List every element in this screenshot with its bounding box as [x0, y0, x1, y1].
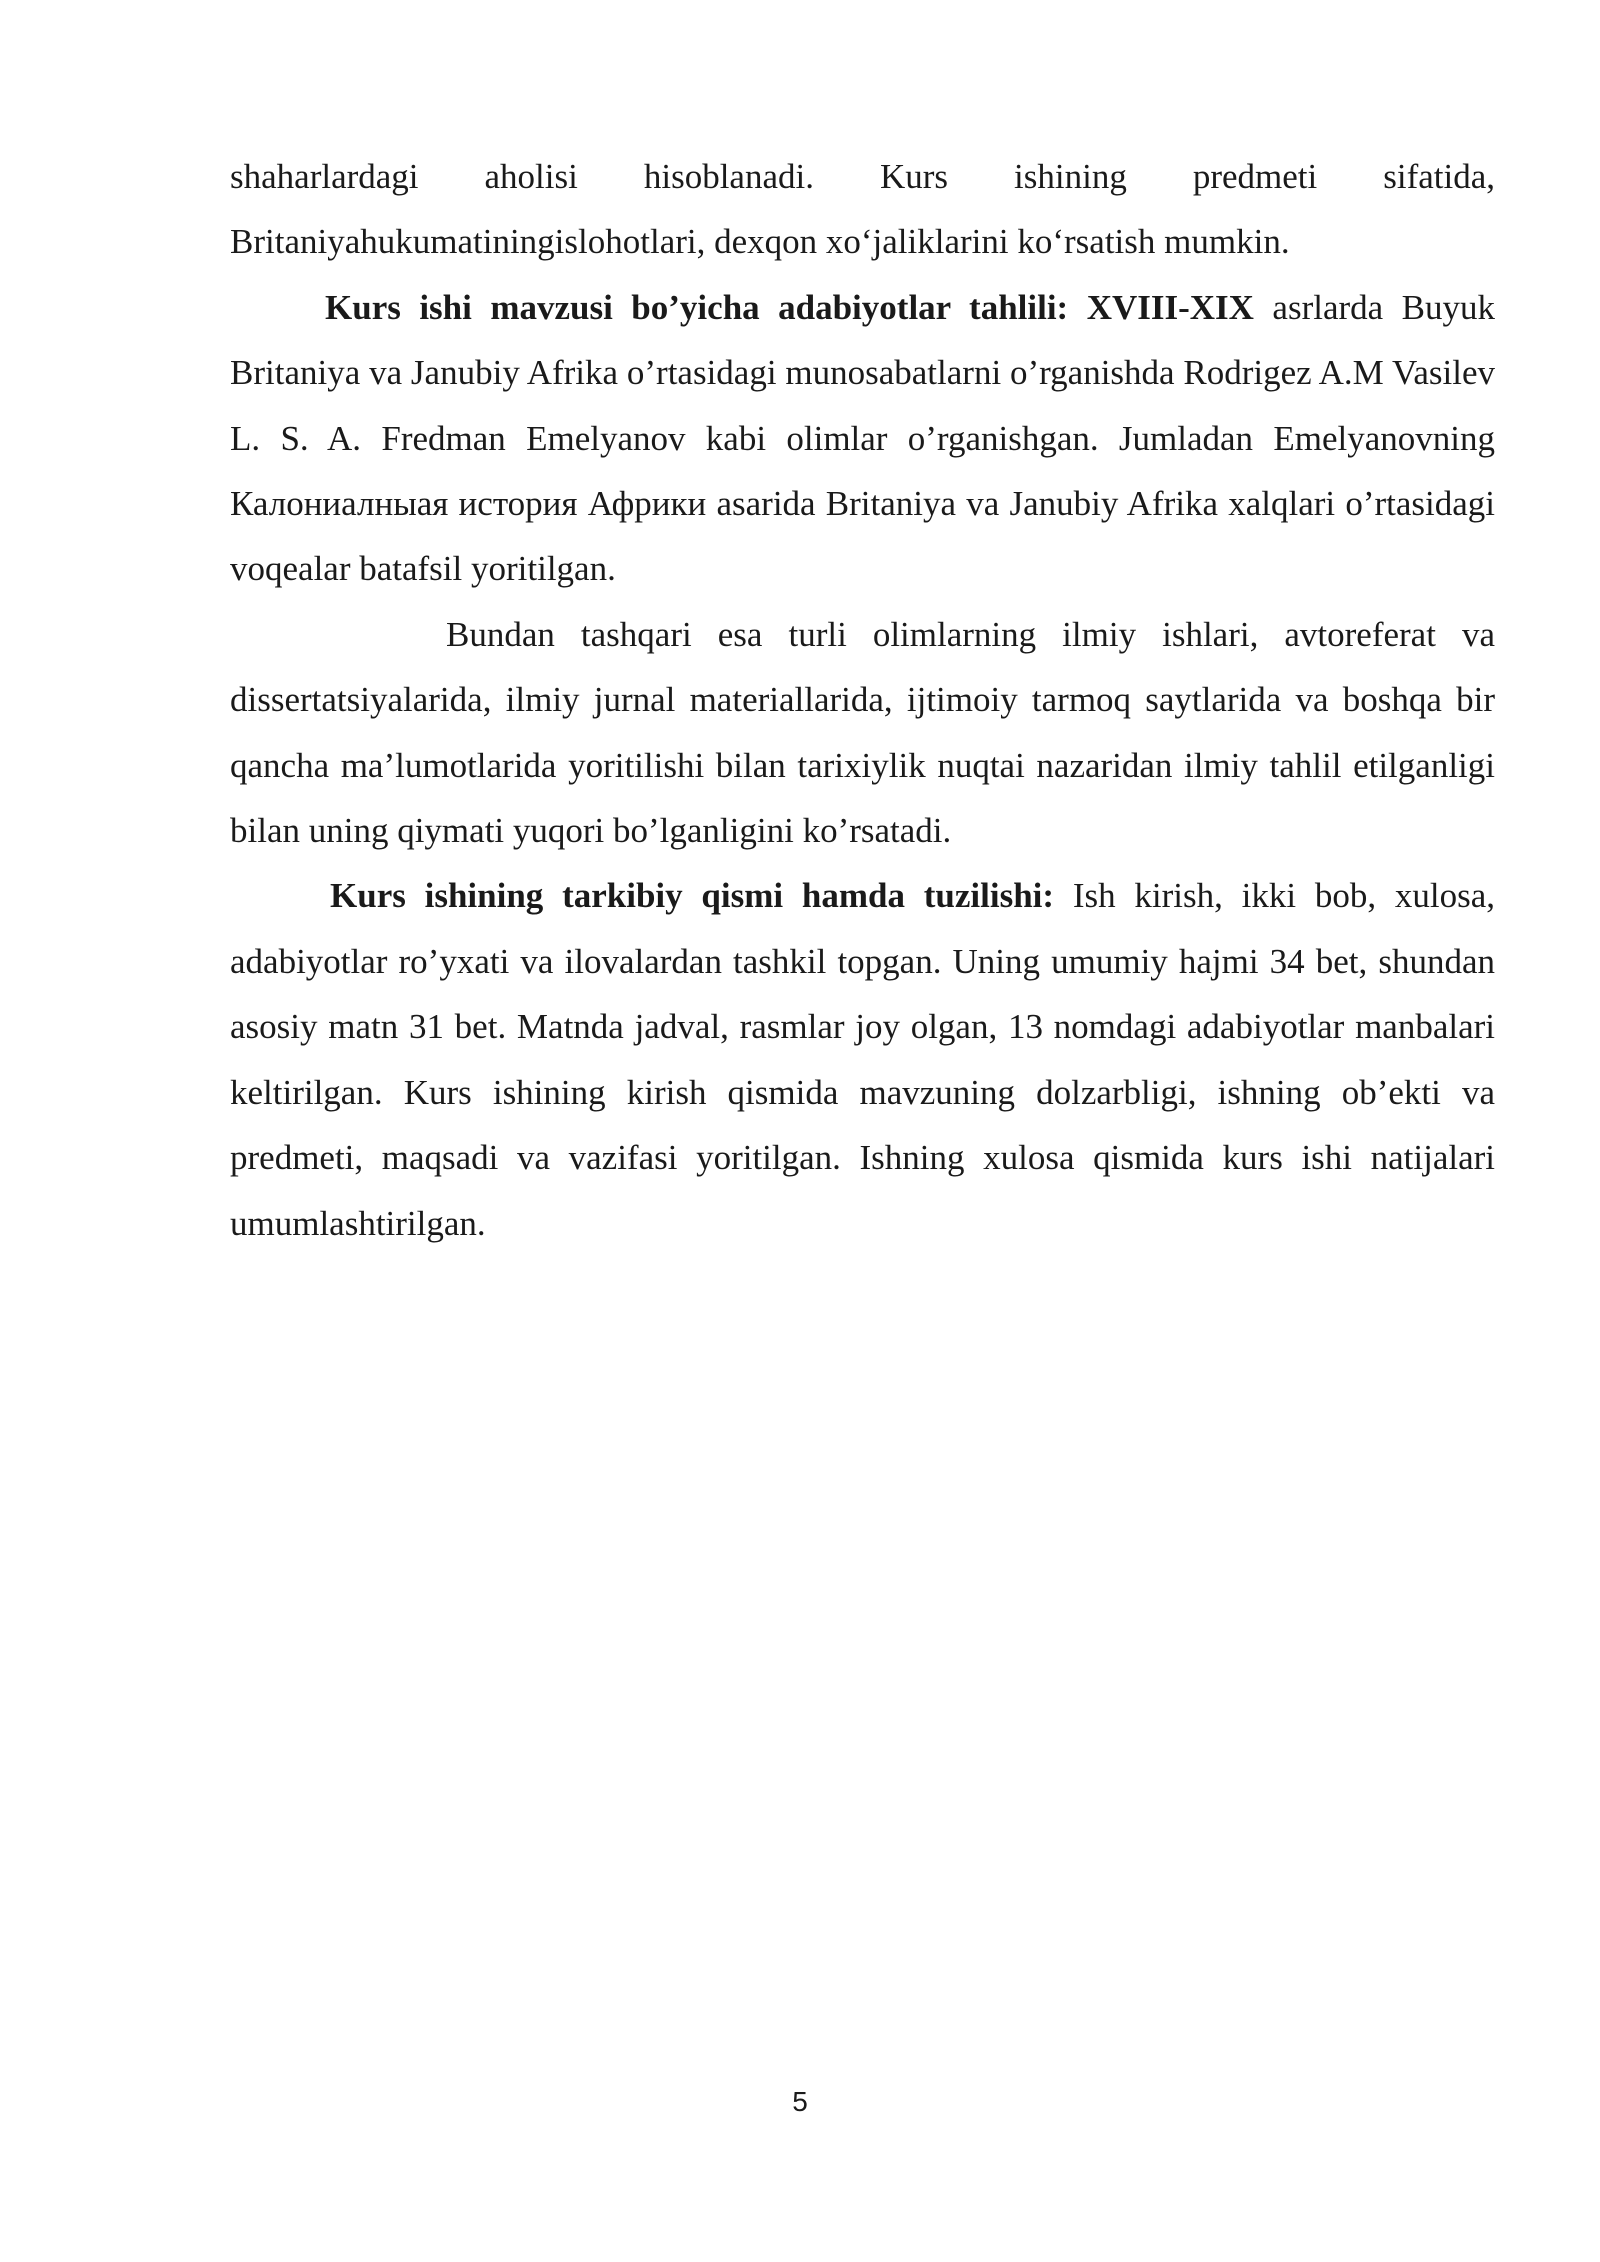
paragraph-4-heading: Kurs ishining tarkibiy qismi hamda tuzilishi: — [330, 876, 1055, 916]
paragraph-4 — [230, 863, 1495, 1255]
page-number: 5 — [792, 2086, 808, 2117]
paragraph-1 — [230, 144, 1495, 275]
paragraph-3 — [230, 602, 1495, 864]
paragraph-2-text: asrlarda Buyuk Britaniya va Janubiy Afrika o’rtasidagi munosabatlarni o’rganishda Rodrigez A.M Vasilev L. S. A. Fredman Emelyanov kabi olimlar o’rganishgan. Jumladan Emelyanovning Калониалныая история Африки asarida Britaniya va Janubiy Afrika xalqlari o’rtasidagi voqealar batafsil yoritilgan. — [230, 287, 1495, 589]
paragraph-3-text: Bundan tashqari esa turli olimlarning ilmiy ishlari, avtoreferat va dissertatsiyalarida, ilmiy jurnal materiallarida, ijtimoiy tarmoq saytlarida va boshqa bir qancha ma’lumotlarida yoritilishi bilan tarixiylik nuqtai nazaridan ilmiy tahlil etilganligi bilan uning qiymati yuqori bo’lganligini ko’rsatadi. — [230, 614, 1495, 851]
document-body — [230, 144, 1495, 1256]
paragraph-2-heading: Kurs ishi mavzusi bo’yicha adabiyotlar tahlili: XVIII-XIX — [325, 287, 1254, 327]
paragraph-1-text: shaharlardagi aholisi hisoblanadi. Kurs ishining predmeti sifatida, Britaniyahukumatiningislohotlari, dexqon xo‘jaliklarini ko‘rsatish mumkin. — [230, 157, 1495, 262]
paragraph-4-text: Ish kirish, ikki bob, xulosa, adabiyotlar ro’yxati va ilovalardan tashkil topgan. Uning umumiy hajmi 34 bet, shundan asosiy matn 31 bet. Matnda jadval, rasmlar joy olgan, 13 nomdagi adabiyotlar manbalari keltirilgan. Kurs ishining kirish qismida mavzuning dolzarbligi, ishning ob’ekti va predmeti, maqsadi va vazifasi yoritilgan. Ishning xulosa qismida kurs ishi natijalari umumlashtirilgan. — [230, 876, 1495, 1243]
paragraph-2 — [230, 275, 1495, 602]
